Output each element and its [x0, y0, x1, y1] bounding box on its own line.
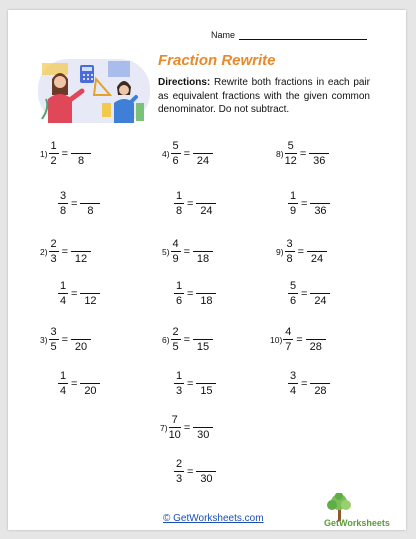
problem-1-a	[40, 140, 91, 167]
fraction	[283, 326, 293, 353]
problem-7-a	[160, 414, 213, 441]
equals-sign: =	[187, 377, 194, 390]
answer-fraction[interactable]	[310, 191, 330, 217]
copyright-link[interactable]: © GetWorksheets.com	[163, 513, 264, 524]
answer-blank[interactable]	[310, 371, 330, 384]
problem-9-a	[276, 238, 327, 265]
denominator: 4	[59, 295, 67, 307]
problem-number: 10)	[270, 334, 283, 345]
answer-fraction[interactable]	[196, 191, 216, 217]
target-denominator: 30	[197, 428, 210, 441]
target-denominator: 24	[310, 252, 324, 265]
numerator: 3	[50, 326, 57, 338]
denominator: 4	[59, 385, 67, 397]
equals-sign: =	[301, 197, 308, 210]
problem-7-b	[174, 458, 216, 485]
answer-fraction[interactable]	[196, 459, 216, 485]
target-denominator: 15	[200, 384, 213, 397]
equals-sign: =	[187, 465, 194, 478]
equals-sign: =	[187, 197, 194, 210]
answer-blank[interactable]	[71, 239, 91, 252]
target-denominator: 24	[196, 154, 210, 167]
numerator: 3	[286, 238, 293, 250]
fraction	[174, 370, 184, 397]
answer-fraction[interactable]	[80, 281, 100, 307]
numerator: 4	[285, 326, 292, 338]
fraction	[49, 238, 59, 265]
answer-blank[interactable]	[80, 371, 100, 384]
target-denominator: 24	[314, 294, 327, 307]
problem-8-b	[288, 190, 330, 217]
denominator: 4	[289, 385, 297, 397]
directions-text: Rewrite both fractions in each pair as equivalent fractions with the given common denominator. Do not subtract.	[158, 77, 371, 116]
problem-4-b	[174, 190, 216, 217]
answer-fraction[interactable]	[80, 191, 100, 217]
denominator: 8	[175, 205, 183, 217]
target-denominator: 8	[77, 154, 85, 167]
problem-2-b	[58, 280, 100, 307]
answer-blank[interactable]	[71, 327, 91, 340]
fraction	[288, 370, 298, 397]
equals-sign: =	[301, 377, 308, 390]
directions	[158, 76, 370, 117]
denominator: 8	[286, 253, 293, 265]
answer-blank[interactable]	[307, 239, 327, 252]
answer-fraction[interactable]	[196, 371, 216, 397]
denominator: 6	[289, 295, 297, 307]
numerator: 1	[175, 280, 183, 292]
answer-fraction[interactable]	[71, 239, 91, 265]
target-denominator: 20	[74, 340, 88, 353]
numerator: 2	[50, 238, 57, 250]
target-denominator: 24	[200, 204, 213, 217]
problem-number: 2)	[40, 246, 48, 257]
answer-fraction[interactable]	[71, 327, 91, 353]
worksheet-title: Fraction Rewrite	[158, 52, 276, 69]
target-denominator: 28	[314, 384, 327, 397]
problem-number: 6)	[162, 334, 170, 345]
fraction	[58, 370, 68, 397]
answer-blank[interactable]	[193, 239, 213, 252]
equals-sign: =	[299, 147, 307, 160]
problem-6-b	[174, 370, 216, 397]
answer-blank[interactable]	[310, 191, 330, 204]
problem-8-a	[276, 140, 329, 167]
denominator: 5	[50, 341, 57, 353]
answer-blank[interactable]	[193, 415, 213, 428]
fraction	[49, 140, 59, 167]
fraction	[174, 458, 184, 485]
denominator: 2	[50, 155, 57, 167]
numerator: 5	[287, 140, 294, 152]
problem-number: 9)	[276, 246, 284, 257]
problem-6-a	[162, 326, 213, 353]
problem-number: 7)	[160, 422, 168, 433]
answer-fraction[interactable]	[71, 141, 91, 167]
fraction	[285, 140, 297, 167]
problem-4-a	[162, 140, 213, 167]
teacher-student-illustration	[36, 55, 152, 127]
fraction	[171, 326, 181, 353]
problem-10-a	[270, 326, 326, 353]
directions-label: Directions:	[158, 77, 211, 88]
target-denominator: 15	[196, 340, 210, 353]
numerator: 7	[171, 414, 178, 426]
answer-blank[interactable]	[71, 141, 91, 154]
answer-fraction[interactable]	[310, 281, 330, 307]
problem-number: 3)	[40, 334, 48, 345]
denominator: 3	[175, 473, 183, 485]
equals-sign: =	[61, 245, 68, 258]
target-denominator: 12	[84, 294, 97, 307]
fraction	[285, 238, 295, 265]
problem-2-a	[40, 238, 91, 265]
problem-number: 1)	[40, 148, 48, 159]
answer-blank[interactable]	[309, 141, 329, 154]
problem-3-a	[40, 326, 91, 353]
answer-fraction[interactable]	[80, 371, 100, 397]
numerator: 3	[59, 190, 67, 202]
numerator: 1	[175, 370, 183, 382]
problem-number: 5)	[162, 246, 170, 257]
equals-sign: =	[61, 147, 68, 160]
answer-fraction[interactable]	[193, 327, 213, 353]
answer-blank[interactable]	[193, 327, 213, 340]
fraction	[174, 280, 184, 307]
numerator: 1	[59, 370, 67, 382]
answer-blank[interactable]	[196, 191, 216, 204]
denominator: 7	[285, 341, 292, 353]
fraction	[58, 190, 68, 217]
fraction	[171, 238, 181, 265]
numerator: 2	[172, 326, 179, 338]
numerator: 5	[172, 140, 179, 152]
numerator: 4	[172, 238, 179, 250]
answer-fraction[interactable]	[307, 239, 327, 265]
target-denominator: 8	[87, 204, 94, 217]
problem-5-a	[162, 238, 213, 265]
equals-sign: =	[183, 245, 190, 258]
name-line[interactable]	[239, 30, 367, 40]
problem-10-b	[288, 370, 330, 397]
worksheet-page	[8, 10, 406, 530]
numerator: 3	[289, 370, 297, 382]
answer-fraction[interactable]	[196, 281, 216, 307]
answer-blank[interactable]	[80, 191, 100, 204]
denominator: 8	[59, 205, 67, 217]
fraction	[171, 140, 181, 167]
logo-text: GetWorksheets	[324, 518, 390, 528]
denominator: 9	[172, 253, 179, 265]
answer-blank[interactable]	[193, 141, 213, 154]
answer-fraction[interactable]	[193, 141, 213, 167]
equals-sign: =	[187, 287, 194, 300]
target-denominator: 36	[314, 204, 327, 217]
numerator: 1	[175, 190, 183, 202]
fraction	[288, 280, 298, 307]
target-denominator: 18	[196, 252, 210, 265]
fraction	[174, 190, 184, 217]
fraction	[288, 190, 298, 217]
answer-fraction[interactable]	[306, 327, 326, 353]
equals-sign: =	[183, 333, 190, 346]
target-denominator: 18	[200, 294, 213, 307]
equals-sign: =	[71, 377, 78, 390]
answer-fraction[interactable]	[193, 239, 213, 265]
equals-sign: =	[183, 147, 190, 160]
numerator: 2	[175, 458, 183, 470]
denominator: 6	[175, 295, 183, 307]
answer-blank[interactable]	[196, 459, 216, 472]
answer-blank[interactable]	[306, 327, 326, 340]
denominator: 6	[172, 155, 179, 167]
problem-number: 8)	[276, 148, 284, 159]
fraction	[169, 414, 181, 441]
numerator: 1	[59, 280, 67, 292]
equals-sign: =	[297, 245, 304, 258]
numerator: 5	[289, 280, 297, 292]
answer-blank[interactable]	[310, 281, 330, 294]
numerator: 1	[289, 190, 297, 202]
answer-fraction[interactable]	[310, 371, 330, 397]
fraction	[49, 326, 59, 353]
target-denominator: 20	[84, 384, 97, 397]
target-denominator: 12	[74, 252, 88, 265]
equals-sign: =	[296, 333, 303, 346]
name-row	[211, 30, 367, 40]
equals-sign: =	[61, 333, 68, 346]
target-denominator: 30	[200, 472, 213, 485]
problem-number: 4)	[162, 148, 170, 159]
problem-5-b	[174, 280, 216, 307]
denominator: 3	[50, 253, 57, 265]
denominator: 9	[289, 205, 297, 217]
target-denominator: 36	[313, 154, 326, 167]
denominator: 5	[172, 341, 179, 353]
fraction	[58, 280, 68, 307]
denominator: 10	[168, 429, 181, 441]
answer-blank[interactable]	[196, 281, 216, 294]
equals-sign: =	[183, 421, 191, 434]
answer-blank[interactable]	[196, 371, 216, 384]
problem-9-b	[288, 280, 330, 307]
answer-fraction[interactable]	[309, 141, 329, 167]
equals-sign: =	[71, 287, 78, 300]
problem-3-b	[58, 370, 100, 397]
equals-sign: =	[71, 197, 78, 210]
name-label: Name	[211, 30, 236, 40]
denominator: 12	[284, 155, 297, 167]
answer-blank[interactable]	[80, 281, 100, 294]
target-denominator: 28	[309, 340, 322, 353]
problem-1-b	[58, 190, 100, 217]
denominator: 3	[175, 385, 183, 397]
answer-fraction[interactable]	[193, 415, 213, 441]
equals-sign: =	[301, 287, 308, 300]
numerator: 1	[50, 140, 57, 152]
